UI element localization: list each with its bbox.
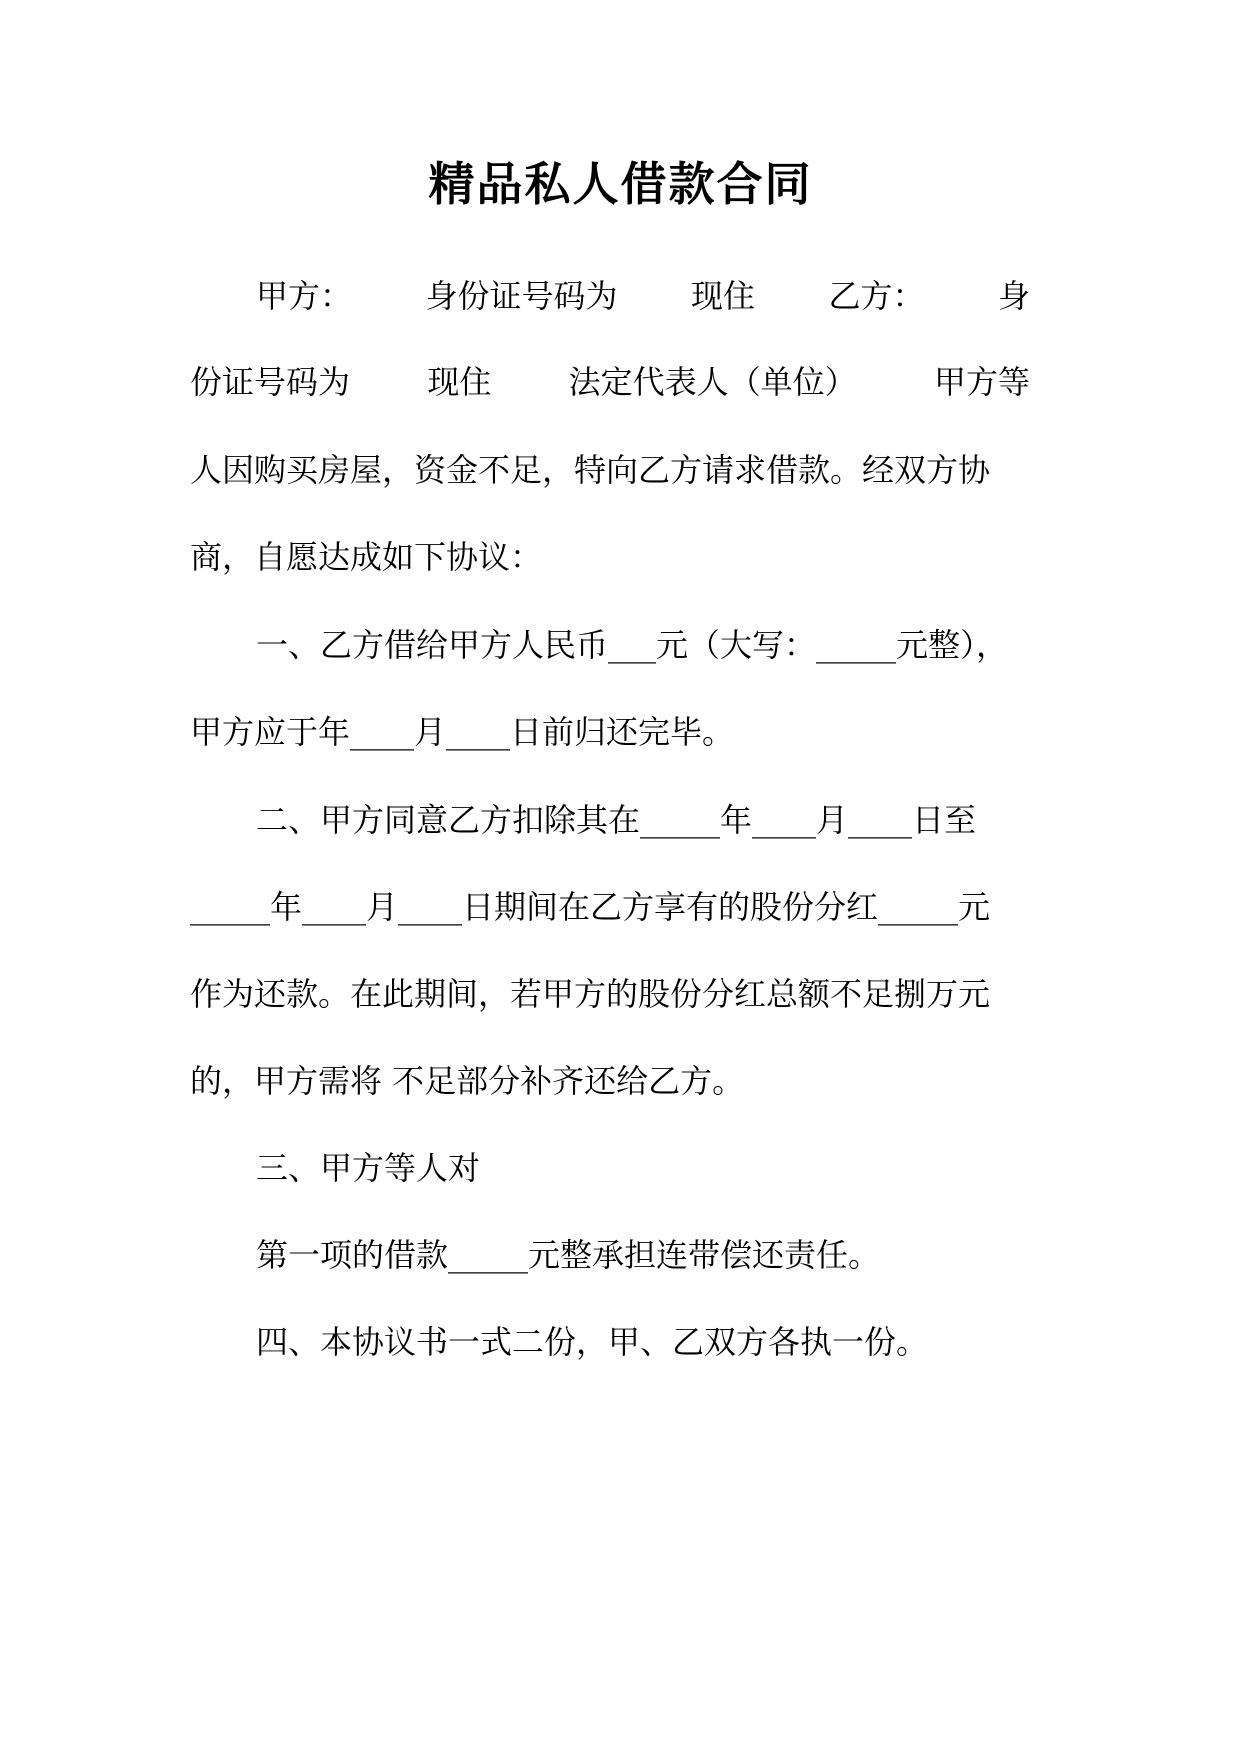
address-label: 现住 bbox=[690, 277, 755, 315]
id-number-label: 份证号码为 bbox=[190, 363, 351, 401]
clause-1-line: 甲方应于年____月____日前归还完毕。 bbox=[190, 713, 735, 751]
clause-3-line: 第一项的借款_____元整承担连带偿还责任。 bbox=[256, 1236, 881, 1274]
party-line-2 bbox=[190, 362, 1030, 402]
clause-3-line: 三、甲方等人对 bbox=[256, 1149, 481, 1187]
line-end-text: 甲方等 bbox=[933, 363, 1030, 401]
clause-2-line: 作为还款。在此期间，若甲方的股份分红总额不足捌万元 bbox=[190, 975, 991, 1013]
clause-2-line: 二、甲方同意乙方扣除其在_____年____月____日至 bbox=[256, 801, 977, 839]
legal-representative-label: 法定代表人（单位） bbox=[568, 363, 857, 401]
paragraph-line: 人因购买房屋，资金不足，特向乙方请求借款。经双方协 bbox=[190, 451, 991, 489]
party-line-1 bbox=[256, 276, 1030, 316]
id-number-label: 身份证号码为 bbox=[425, 277, 618, 315]
paragraph-line: 商，自愿达成如下协议： bbox=[190, 538, 543, 576]
document-title: 精品私人借款合同 bbox=[428, 157, 813, 211]
clause-4-line: 四、本协议书一式二份，甲、乙双方各执一份。 bbox=[256, 1323, 929, 1361]
party-b-label: 乙方： bbox=[828, 277, 925, 315]
line-end-text: 身 bbox=[997, 277, 1030, 315]
clause-2-line: _____年____月____日期间在乙方享有的股份分红_____元 bbox=[190, 888, 991, 926]
clause-2-line: 的，甲方需将 不足部分补齐还给乙方。 bbox=[190, 1062, 745, 1100]
address-label: 现住 bbox=[427, 363, 492, 401]
party-a-label: 甲方： bbox=[256, 277, 353, 315]
clause-1-line: 一、乙方借给甲方人民币___元（大写：_____元整）， bbox=[256, 626, 1009, 664]
